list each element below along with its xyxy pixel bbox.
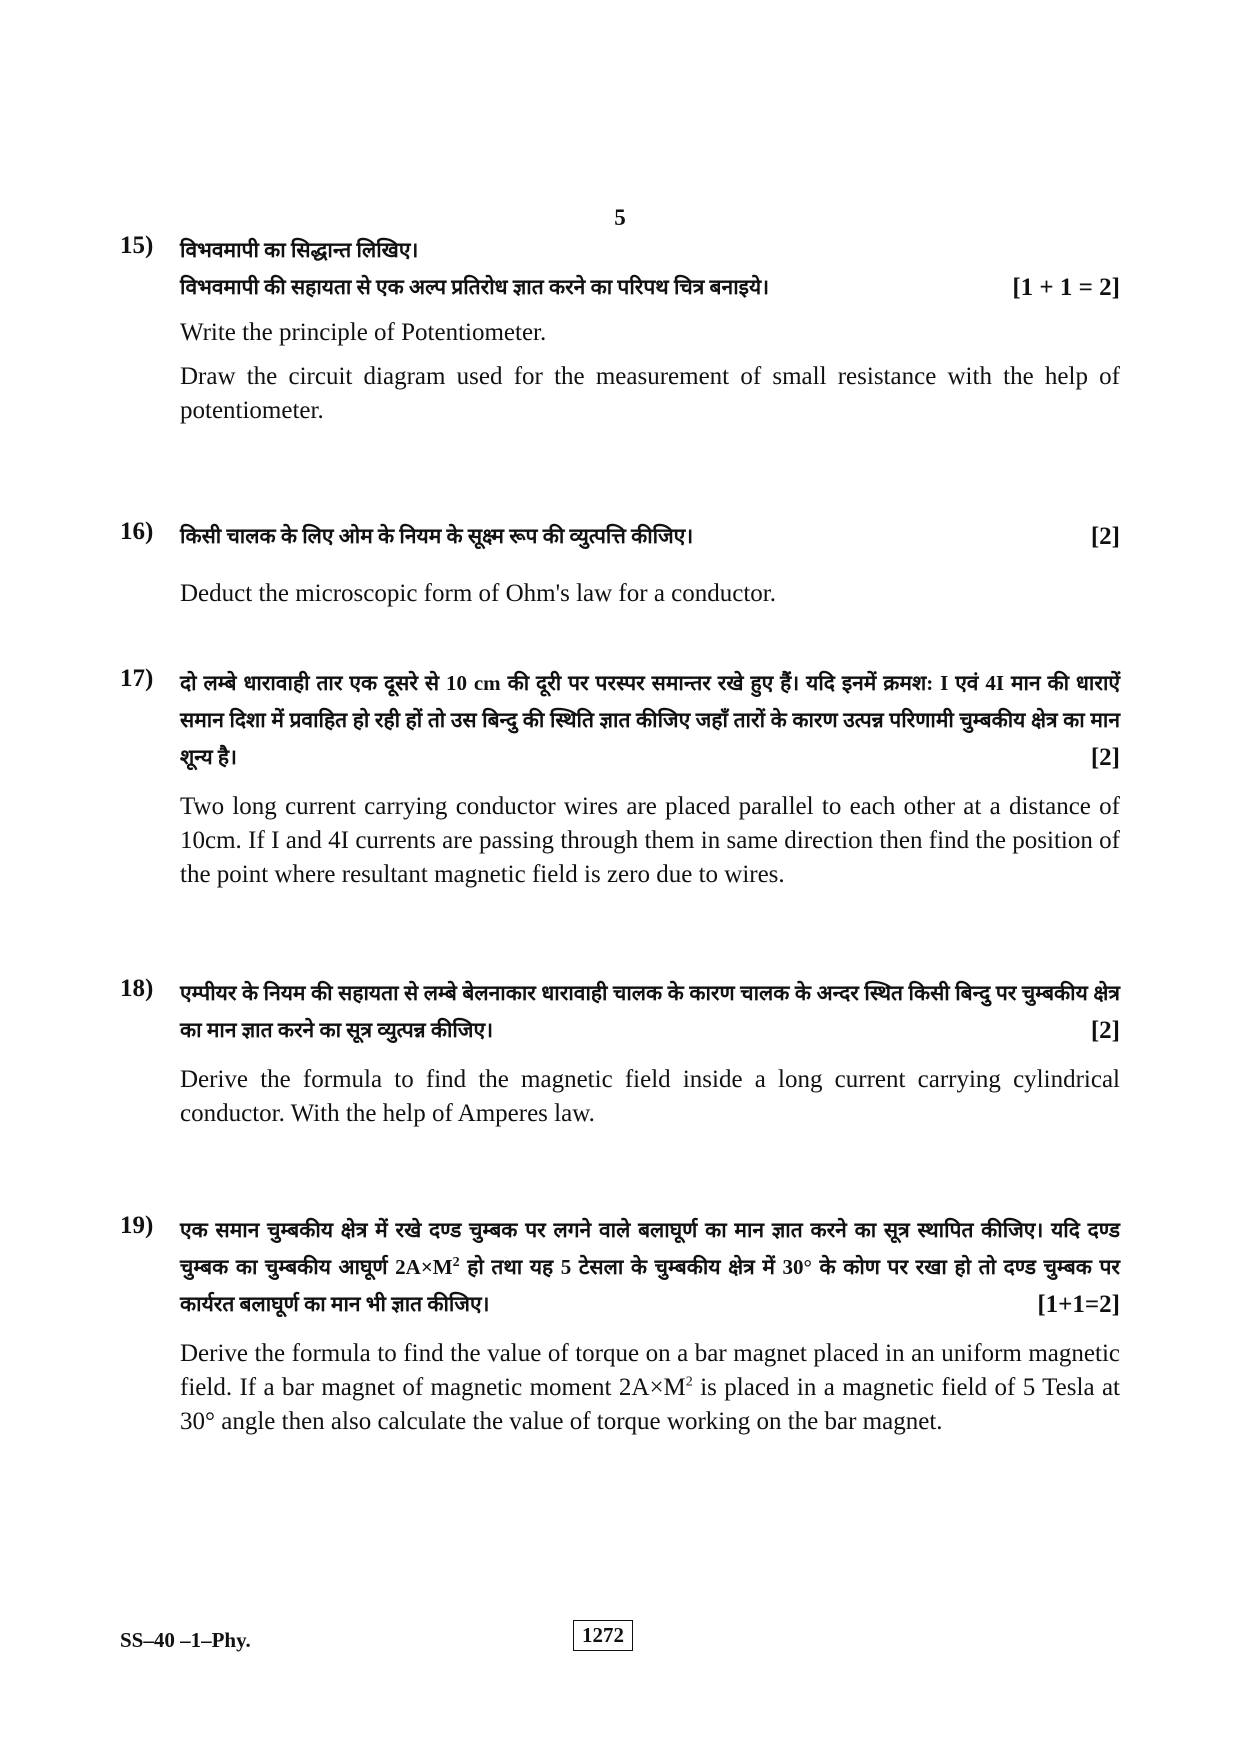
- english-para: Two long current carrying conductor wires are placed parallel to each other at a distance of 10cm. If I and 4I currents are passing through them in same direction then find the position of the point where resultant magnetic field is zero due to wires.: [180, 793, 1120, 888]
- question-15: [120, 232, 1120, 438]
- question-18: [120, 975, 1120, 1141]
- english-text: [180, 790, 1120, 892]
- english-text: [180, 1337, 1120, 1439]
- english-para: Deduct the microscopic form of Ohm's law for a conductor.: [180, 580, 776, 607]
- superscript: 2: [452, 1255, 460, 1270]
- hindi-line: एम्पीयर के नियम की सहायता से लम्बे बेलनाकार धारावाही चालक के कारण चालक के अन्दर स्थित किसी बिन्दु पर चुम्बकीय क्षेत्र का मान ज्ञात करने का सूत्र व्युत्पन्न कीजिए।: [180, 981, 1120, 1042]
- hindi-line: किसी चालक के लिए ओम के नियम के सूक्ष्म रूप की व्युत्पत्ति कीजिए।: [180, 524, 694, 548]
- english-part: is placed in a magnetic field of 5 Tesla at 30° angle then also calculate the value of torque working on the bar magnet.: [180, 1374, 1120, 1435]
- hindi-line: विभवमापी की सहायता से एक अल्प प्रतिरोध ज्ञात करने का परिपथ चित्र बनाइये।: [180, 275, 770, 299]
- marks: [2]: [1090, 1017, 1120, 1044]
- paper-code: SS–40 –1–Phy.: [120, 1628, 251, 1652]
- english-para: Write the principle of Potentiometer.: [180, 319, 547, 346]
- page-code-box: 1272: [573, 1620, 633, 1651]
- hindi-line-wrap: [180, 269, 1120, 306]
- hindi-text: [180, 518, 1120, 555]
- hindi-line: दो लम्बे धारावाही तार एक दूसरे से 10 cm की दूरी पर परस्पर समान्तर रखे हुए हैं। यदि इनमें क्रमश: I एवं 4I मान की धाराऐं समान दिशा में प्रवाहित हो रही हों तो उस बिन्दु की स्थिति ज्ञात कीजिए जहाँ तारों के कारण उत्पन्न परिणामी चुम्बकीय क्षेत्र का मान शून्य है।: [180, 671, 1120, 769]
- superscript: 2: [685, 1374, 693, 1390]
- english-text: [180, 1063, 1120, 1131]
- english-para: Derive the formula to find the magnetic field inside a long current carrying cylindrical conductor. With the help of Amperes law.: [180, 1066, 1120, 1127]
- question-number: 18): [120, 975, 154, 1002]
- question-number: 16): [120, 518, 154, 545]
- marks: [2]: [1090, 744, 1120, 771]
- marks: [2]: [1090, 523, 1120, 550]
- page-number: 5: [614, 205, 626, 230]
- question-19: [120, 1212, 1120, 1449]
- english-text: [180, 316, 1120, 428]
- hindi-line: एक समान चुम्बकीय क्षेत्र में रखे दण्ड चुम्बक पर लगने वाले बलाघूर्ण का मान ज्ञात करने का सूत्र स्थापित कीजिए। यदि दण्ड चुम्बक का चुम्बकीय आघूर्ण 2A×M: [180, 1218, 1120, 1279]
- english-para: Draw the circuit diagram used for the measurement of small resistance with the help of potentiometer.: [180, 363, 1120, 424]
- question-number: 17): [120, 665, 154, 692]
- marks: [1+1=2]: [1037, 1291, 1120, 1318]
- hindi-text: [180, 975, 1120, 1049]
- hindi-text: [180, 665, 1120, 776]
- hindi-line: विभवमापी का सिद्धान्त लिखिए।: [180, 238, 419, 262]
- question-number: 19): [120, 1212, 154, 1239]
- english-part: Derive the formula to find the value of torque on a bar magnet placed in an uniform magnetic field. If a bar magnet of magnetic moment 2A×M: [180, 1340, 1120, 1401]
- english-para: [180, 1337, 1120, 1439]
- question-number: 15): [120, 232, 154, 259]
- hindi-text: [180, 1212, 1120, 1323]
- question-17: [120, 665, 1120, 902]
- hindi-text: [180, 232, 1120, 306]
- hindi-line: हो तथा यह 5 टेसला के चुम्बकीय क्षेत्र में 30° के कोण पर रखा हो तो दण्ड चुम्बक पर कार्यरत बलाघूर्ण का मान भी ज्ञात कीजिए।: [180, 1255, 1120, 1316]
- marks: [1 + 1 = 2]: [1012, 274, 1120, 301]
- english-text: [180, 577, 1120, 611]
- question-16: [120, 518, 1120, 621]
